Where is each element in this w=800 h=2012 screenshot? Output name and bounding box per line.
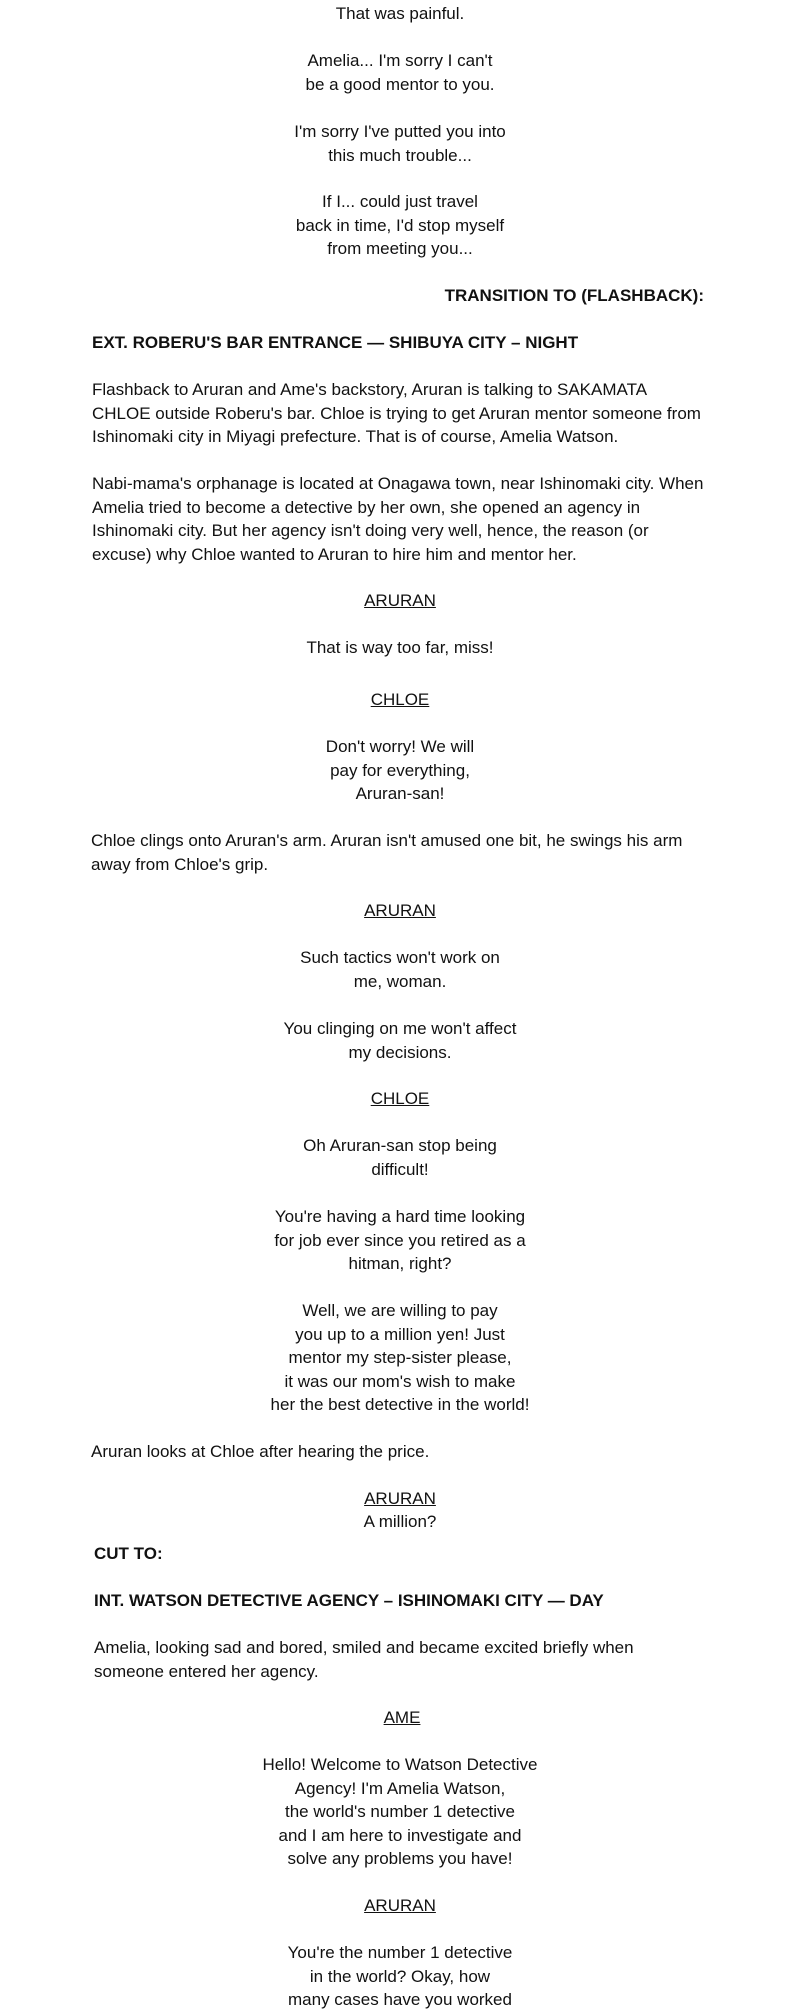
dialogue-block bbox=[180, 120, 620, 167]
dialogue-line: her the best detective in the world! bbox=[270, 1395, 530, 1414]
character-name: ARURAN bbox=[364, 1896, 436, 1915]
dialogue-line: Amelia... I'm sorry I can't bbox=[307, 51, 493, 70]
dialogue-line: the world's number 1 detective bbox=[284, 1802, 516, 1821]
dialogue-line: Well, we are willing to pay bbox=[302, 1301, 498, 1320]
dialogue-block bbox=[180, 636, 620, 660]
dialogue-line: solve any problems you have! bbox=[287, 1849, 513, 1868]
dialogue-line: Such tactics won't work on bbox=[300, 948, 500, 967]
scene-heading: EXT. ROBERU'S BAR ENTRANCE — SHIBUYA CITY – NIGHT bbox=[92, 333, 579, 352]
dialogue-line: difficult! bbox=[371, 1159, 429, 1179]
action-block bbox=[91, 829, 703, 876]
dialogue-line: and I am here to investigate and bbox=[278, 1825, 522, 1845]
dialogue-line: it was our mom's wish to make bbox=[284, 1371, 516, 1391]
dialogue-line: You're having a hard time looking bbox=[274, 1207, 526, 1226]
dialogue-line: Hello! Welcome to Watson Detective bbox=[262, 1755, 538, 1774]
dialogue-line: hitman, right? bbox=[348, 1254, 452, 1273]
action-block bbox=[92, 378, 704, 449]
dialogue-line: You clinging on me won't affect bbox=[283, 1019, 517, 1038]
dialogue-line: If I... could just travel bbox=[322, 192, 478, 211]
dialogue-line: many cases have you worked bbox=[288, 1990, 512, 2009]
dialogue-line: Don't worry! We will bbox=[325, 737, 475, 756]
character-name: CHLOE bbox=[370, 690, 430, 709]
dialogue-line: Oh Aruran-san stop being bbox=[303, 1136, 497, 1155]
dialogue-line: That is way too far, miss! bbox=[306, 638, 494, 657]
dialogue-line: this much trouble... bbox=[328, 145, 472, 165]
dialogue-line: Agency! I'm Amelia Watson, bbox=[294, 1778, 506, 1798]
action-block bbox=[92, 472, 704, 566]
dialogue-line: back in time, I'd stop myself bbox=[295, 215, 505, 235]
character-name: AME bbox=[383, 1708, 421, 1727]
dialogue-line: my decisions. bbox=[348, 1042, 452, 1062]
character-name: ARURAN bbox=[364, 1489, 436, 1508]
cut-to-transition: CUT TO: bbox=[94, 1544, 163, 1563]
dialogue-block bbox=[180, 1941, 620, 2012]
dialogue-line: for job ever since you retired as a bbox=[274, 1230, 526, 1250]
action-text: Flashback to Aruran and Ame's backstory, Aruran is talking to SAKAMATA CHLOE outside Roberu's bar. Chloe is trying to get Aruran mentor someone from Ishinomaki city in Miyagi prefecture. That is of course, Amelia Watson. bbox=[92, 380, 701, 446]
dialogue-line: That was painful. bbox=[335, 4, 465, 23]
dialogue-block bbox=[180, 1017, 620, 1064]
character-name: CHLOE bbox=[370, 1089, 430, 1108]
dialogue-line: from meeting you... bbox=[327, 239, 473, 258]
dialogue-block bbox=[180, 1753, 620, 1871]
dialogue-line: me, woman. bbox=[353, 971, 447, 991]
action-block bbox=[94, 1636, 706, 1683]
scene-heading: INT. WATSON DETECTIVE AGENCY – ISHINOMAKI CITY — DAY bbox=[94, 1591, 604, 1610]
action-text: Chloe clings onto Aruran's arm. Aruran isn't amused one bit, he swings his arm away from Chloe's grip. bbox=[91, 831, 683, 874]
dialogue-block bbox=[180, 2, 620, 26]
dialogue-line: I'm sorry I've putted you into bbox=[294, 122, 506, 141]
action-block bbox=[91, 1440, 703, 1464]
dialogue-block bbox=[180, 1299, 620, 1417]
dialogue-line: A million? bbox=[363, 1512, 437, 1531]
character-name: ARURAN bbox=[364, 591, 436, 610]
action-text: Amelia, looking sad and bored, smiled and became excited briefly when someone entered her agency. bbox=[94, 1638, 634, 1681]
dialogue-block bbox=[180, 1510, 620, 1534]
character-name: ARURAN bbox=[364, 901, 436, 920]
dialogue-line: You're the number 1 detective bbox=[287, 1943, 513, 1962]
action-text: Aruran looks at Chloe after hearing the price. bbox=[91, 1442, 430, 1461]
action-text: Nabi-mama's orphanage is located at Onagawa town, near Ishinomaki city. When Amelia tried to become a detective by her own, she opened an agency in Ishinomaki city. But her agency isn't doing very well, hence, the reason (or excuse) why Chloe wanted to Aruran to hire him and mentor her. bbox=[92, 474, 704, 564]
dialogue-line: in the world? Okay, how bbox=[309, 1966, 491, 1986]
dialogue-block bbox=[180, 190, 620, 261]
dialogue-line: Aruran-san! bbox=[355, 784, 445, 803]
dialogue-line: be a good mentor to you. bbox=[305, 74, 495, 94]
dialogue-line: pay for everything, bbox=[330, 760, 470, 780]
dialogue-line: you up to a million yen! Just bbox=[295, 1324, 505, 1344]
dialogue-block bbox=[180, 1134, 620, 1181]
transition: TRANSITION TO (FLASHBACK): bbox=[444, 286, 704, 305]
dialogue-block bbox=[180, 1205, 620, 1276]
dialogue-line: mentor my step-sister please, bbox=[288, 1348, 512, 1367]
dialogue-block bbox=[180, 946, 620, 993]
dialogue-block bbox=[180, 49, 620, 96]
dialogue-block bbox=[180, 735, 620, 806]
